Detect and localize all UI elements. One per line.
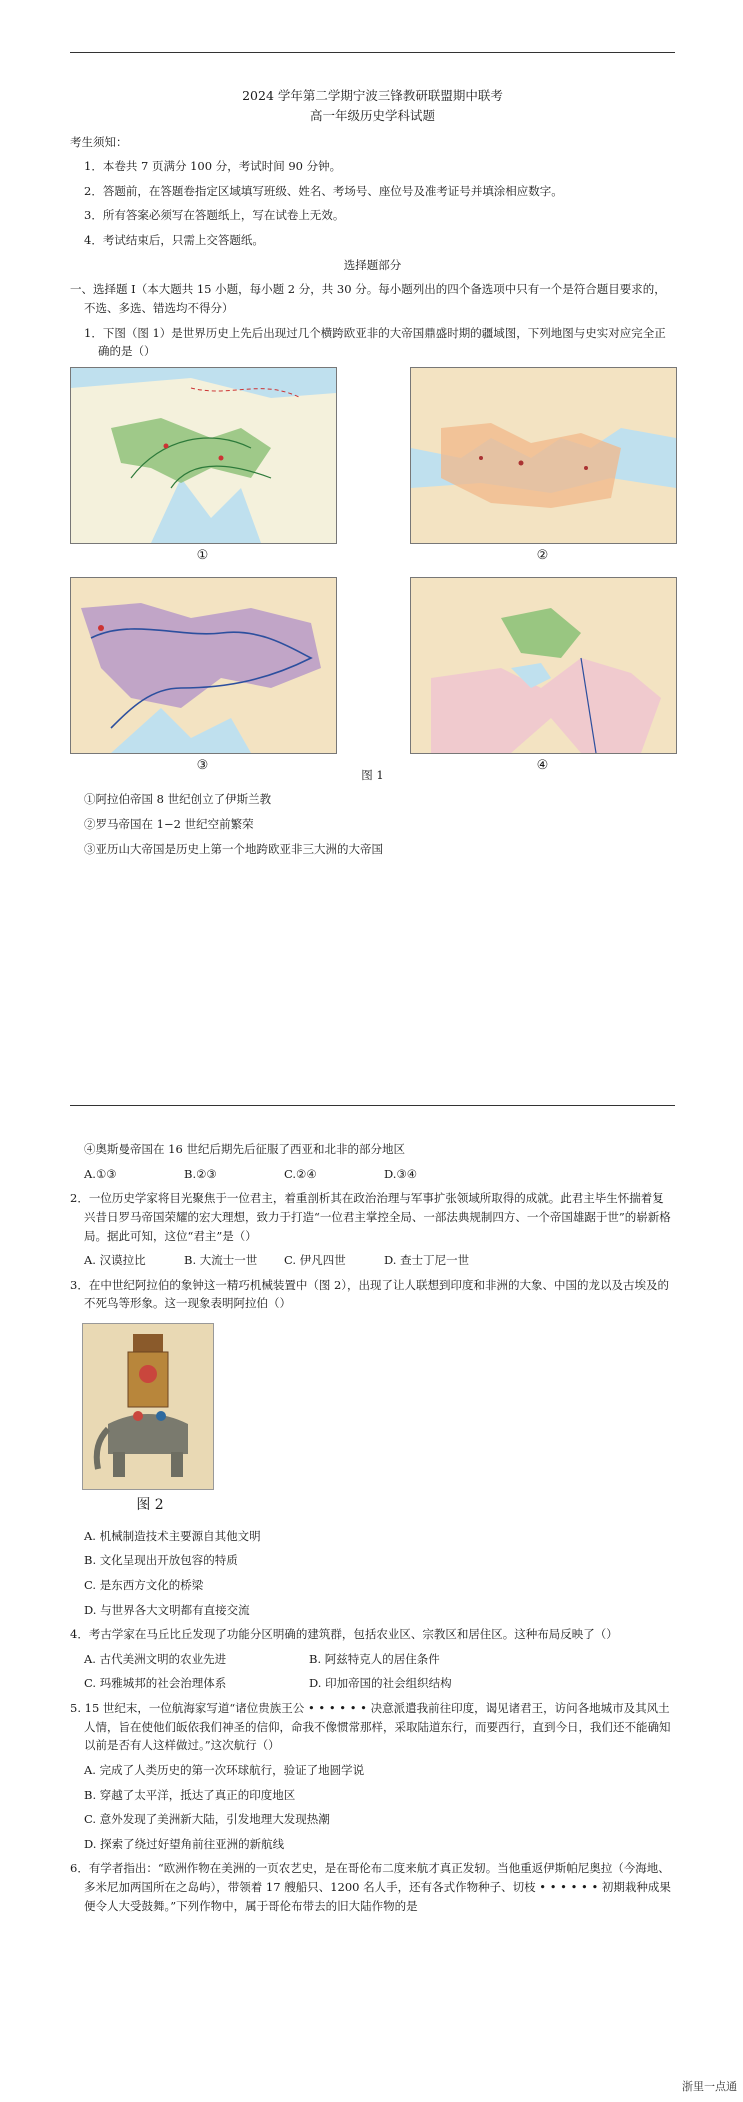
map-4-ottoman-empire bbox=[410, 577, 677, 754]
option-b: B. 大流士一世 bbox=[184, 1253, 258, 1268]
option-b: B. 阿兹特克人的居住条件 bbox=[309, 1651, 440, 1666]
page-2 bbox=[70, 1140, 675, 1921]
option-a: A. 古代美洲文明的农业先进 bbox=[84, 1651, 227, 1666]
section-heading: 选择题部分 bbox=[343, 257, 402, 272]
map-3-alexander-empire bbox=[70, 577, 337, 754]
q5-option-d: D. 探索了绕过好望角前往亚洲的新航线 bbox=[84, 1836, 285, 1851]
map-1-number: ① bbox=[196, 547, 209, 563]
question-1-stem: 1．下图（图 1）是世界历史上先后出现过几个横跨欧亚非的大帝国鼎盛时期的疆域图，下列地图与史实对应完全正确的是（） bbox=[84, 325, 666, 359]
notice-item: 4．考试结束后，只需上交答题纸。 bbox=[84, 233, 264, 247]
notice-item: 1．本卷共 7 页满分 100 分，考试时间 90 分钟。 bbox=[84, 159, 342, 174]
page-break-rule bbox=[70, 1105, 675, 1106]
watermark-text: 浙里一点通 bbox=[682, 2080, 737, 2093]
q1-statement: ④奥斯曼帝国在 16 世纪后期先后征服了西亚和北非的部分地区 bbox=[84, 1142, 405, 1156]
question-5-stem: 5. 15 世纪末，一位航海家写道“诸位贵族王公 • • • • • • 决意派遣我前往印度，谒见诸君王，访问各地城市及其风土人情，旨在使他们皈依我们神圣的信仰，命我不像惯常那样，采取陆道东行，而要西行，直到今日，我们还不能确知以前是否有人这样做过。”这次航行（） bbox=[70, 1701, 671, 1753]
option-d: D. 查士丁尼一世 bbox=[384, 1253, 470, 1268]
q5-option-c: C. 意外发现了美洲新大陆，引发地理大发现热潮 bbox=[84, 1812, 330, 1827]
q1-statement: ①阿拉伯帝国 8 世纪创立了伊斯兰教 bbox=[84, 792, 272, 807]
q3-option-b: B. 文化呈现出开放包容的特质 bbox=[84, 1553, 238, 1568]
q3-option-d: D. 与世界各大文明都有直接交流 bbox=[84, 1602, 250, 1617]
option-a: A. 汉谟拉比 bbox=[84, 1253, 146, 1268]
option-c: C.②④ bbox=[284, 1166, 317, 1181]
q1-options bbox=[70, 1165, 675, 1184]
option-c: C. 玛雅城邦的社会治理体系 bbox=[84, 1676, 227, 1691]
q4-options-row2 bbox=[70, 1674, 675, 1693]
figure-2-caption: 图 2 bbox=[136, 1497, 164, 1513]
q1-statement: ③亚历山大帝国是历史上第一个地跨欧亚非三大洲的大帝国 bbox=[84, 841, 383, 856]
map-4-number: ④ bbox=[536, 757, 549, 773]
q4-options-row1 bbox=[70, 1650, 675, 1669]
page-1 bbox=[70, 86, 675, 864]
notice-heading: 考生须知： bbox=[70, 134, 128, 149]
question-4-stem: 4．考古学家在马丘比丘发现了功能分区明确的建筑群，包括农业区、宗教区和居住区。这种布局反映了（） bbox=[70, 1627, 618, 1642]
figure-1-caption: 图 1 bbox=[361, 767, 384, 782]
notice-item: 3．所有答案必须写在答题纸上，写在试卷上无效。 bbox=[84, 208, 345, 223]
notice-item: 2．答题前，在答题卷指定区域填写班级、姓名、考场号、座位号及准考证号并填涂相应数字。 bbox=[84, 183, 563, 198]
option-c: C. 伊凡四世 bbox=[284, 1253, 346, 1268]
q3-option-a: A. 机械制造技术主要源自其他文明 bbox=[84, 1528, 261, 1543]
option-a: A.①③ bbox=[84, 1166, 117, 1181]
q5-option-b: B. 穿越了太平洋，抵达了真正的印度地区 bbox=[84, 1787, 296, 1802]
option-b: B.②③ bbox=[184, 1166, 217, 1181]
map-2-roman-empire bbox=[410, 367, 677, 544]
q1-statement: ②罗马帝国在 1−2 世纪空前繁荣 bbox=[84, 817, 254, 831]
map-3-number: ③ bbox=[196, 757, 209, 773]
exam-subtitle: 高一年级历史学科试题 bbox=[309, 108, 435, 124]
map-2-number: ② bbox=[536, 547, 549, 563]
question-6-stem: 6．有学者指出：“欧洲作物在美洲的一页农艺史，是在哥伦布二度来航才真正发轫。当他重返伊斯帕尼奥拉（今海地、多米尼加两国所在之岛屿），带领着 17 艘船只、1200 名人手，还有各式作物种子、切枝 • • • • • • 初期栽种成果便令人大受鼓舞。”下列作物中，属于哥伦布带去的旧大陆作物的是 bbox=[70, 1861, 671, 1913]
q5-option-a: A. 完成了人类历史的第一次环球航行，验证了地圆学说 bbox=[84, 1762, 365, 1777]
figure-1-maps bbox=[70, 367, 675, 773]
map-1-arab-empire bbox=[70, 367, 337, 544]
question-3-stem: 3．在中世纪阿拉伯的象钟这一精巧机械装置中（图 2），出现了让人联想到印度和非洲的大象、中国的龙以及古埃及的不死鸟等形象。这一现象表明阿拉伯（） bbox=[70, 1277, 670, 1311]
option-d: D. 印加帝国的社会组织结构 bbox=[309, 1676, 452, 1691]
option-d: D.③④ bbox=[384, 1166, 418, 1181]
q3-option-c: C. 是东西方文化的桥梁 bbox=[84, 1577, 204, 1592]
figure-2-elephant-clock bbox=[82, 1323, 214, 1490]
section-intro: 一、选择题 I（本大题共 15 小题，每小题 2 分，共 30 分。每小题列出的四个备选项中只有一个是符合题目要求的，不选、多选、错选均不得分） bbox=[70, 282, 666, 315]
exam-title: 2024 学年第二学期宁波三锋教研联盟期中联考 bbox=[242, 88, 503, 103]
top-rule bbox=[70, 52, 675, 53]
q2-options bbox=[70, 1251, 675, 1270]
question-2-stem: 2．一位历史学家将目光聚焦于一位君主，着重剖析其在政治治理与军事扩张领域所取得的成就。此君主毕生怀揣着复兴昔日罗马帝国荣耀的宏大理想，致力于打造“一位君主掌控全局、一部法典规制四方、一个帝国雄踞于世”的崭新格局。据此可知，这位“君主”是（） bbox=[70, 1191, 671, 1243]
